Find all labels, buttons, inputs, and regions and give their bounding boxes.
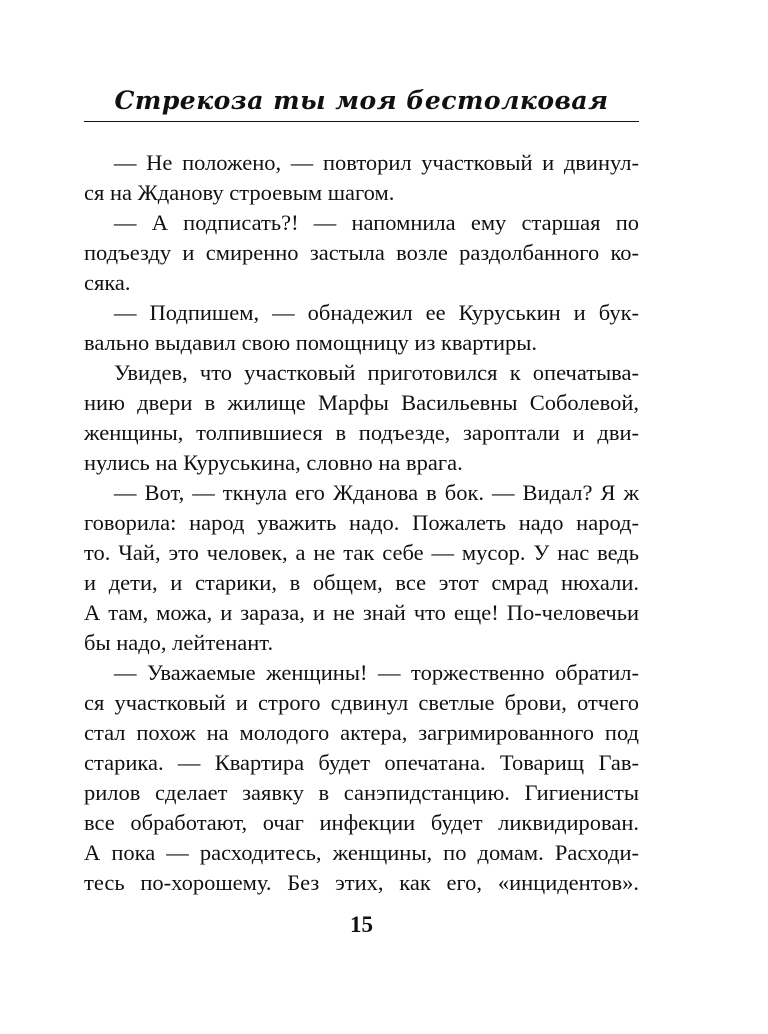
text-line: — А подписать?! — напомнила ему старшая по — [114, 210, 639, 235]
text-line: стал похож на молодого актера, загримированного под — [84, 720, 639, 745]
text-line: — Подпишем, — обнадежил ее Куруськин и бук- — [114, 300, 639, 325]
text-line: нию двери в жилище Марфы Васильевны Соболевой, — [84, 390, 639, 415]
text-line: говорила: народ уважить надо. Пожалеть надо народ- — [84, 510, 639, 535]
text-line: женщины, толпившиеся в подъезде, зароптали и дви- — [84, 420, 639, 445]
text-line: — Вот, — ткнула его Жданова в бок. — Видал? Я ж — [114, 480, 639, 505]
text-line: А пока — расходитесь, женщины, по домам. Расходи- — [84, 840, 639, 865]
text-line: Увидев, что участковый приготовился к опечатыва- — [114, 360, 639, 385]
text-line: — Не положено, — повторил участковый и двинул- — [114, 150, 639, 175]
running-head — [84, 70, 639, 122]
text-line: все обработают, очаг инфекции будет ликвидирован. — [84, 810, 639, 835]
page-number: 15 — [350, 912, 373, 937]
body-text — [84, 148, 639, 898]
running-head-title: Стрекоза ты моя бестолковая — [114, 86, 609, 115]
text-line: старика. — Квартира будет опечатана. Товарищ Гав- — [84, 750, 639, 775]
text-line: вально выдавил свою помощницу из квартиры. — [84, 330, 538, 355]
text-line: А там, можа, и зараза, и не знай что еще! По-человечьи — [84, 600, 639, 625]
text-line: и дети, и старики, в общем, все этот смрад нюхали. — [84, 570, 639, 595]
text-line: рилов сделает заявку в санэпидстанцию. Гигиенисты — [84, 780, 639, 805]
text-line: сяка. — [84, 270, 131, 295]
text-line: бы надо, лейтенант. — [84, 630, 274, 655]
text-line: тесь по-хорошему. Без этих, как его, «инцидентов». — [84, 870, 639, 895]
text-line: — Уважаемые женщины! — торжественно обратил- — [114, 660, 639, 685]
text-line: ся на Жданову строевым шагом. — [84, 180, 395, 205]
text-line: то. Чай, это человек, а не так себе — мусор. У нас ведь — [84, 540, 639, 565]
text-line: ся участковый и строго сдвинул светлые брови, отчего — [84, 690, 639, 715]
text-line: нулись на Куруськина, словно на врага. — [84, 450, 463, 475]
text-line: подъезду и смиренно застыла возле раздолбанного ко- — [84, 240, 639, 265]
